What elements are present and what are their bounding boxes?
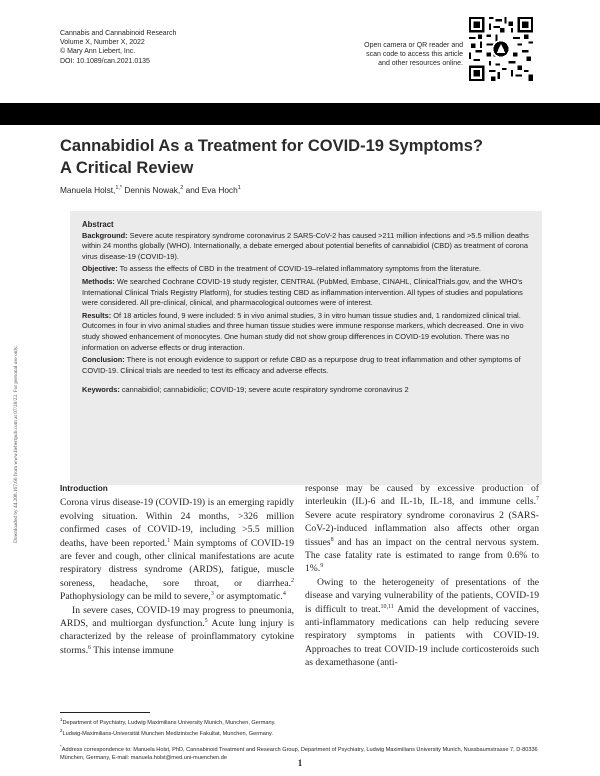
footnote-divider — [60, 712, 150, 713]
body-text: Corona virus disease-19 (COVID-19) is an emerging rapidly evolving situation. Within 24 months, >326 million confirmed cases of COVID-19, including >5.5 million deaths, have been reported. — [60, 497, 294, 549]
abstract-results — [82, 311, 534, 353]
author-affiliation: 1,* — [115, 185, 123, 192]
abstract-text: Severe acute respiratory syndrome coronavirus 2 SARS-CoV-2 has caused >211 million infections and >5.5 million deaths within 24 months globally (WHO). Internationally, a debate emerged about potential benefits of cannabidiol (CBD) as treatment of corona virus disease-19 (COVID-19). — [82, 230, 529, 261]
citation[interactable]: 7 — [536, 496, 539, 503]
abstract-text: Of 18 articles found, 9 were included: 5 in vivo animal studies, 3 in vitro human tissue studies and, 1 randomized clinical trial. Outcomes in four in vivo animal studies and three human tissue studies were immune response markers, which decreased. One in vivo study showed enhancement of monocytes. One human study did not show group differences in COVID-19 evolution. There was no information on adverse effects or drug interaction. — [82, 310, 524, 352]
abstract-objective — [82, 264, 534, 275]
body-text: Pathophysiology can be mild to severe, — [60, 591, 211, 603]
citation[interactable]: 5 — [204, 617, 208, 624]
footnote-text: Address correspondence to: Manuela Holst, PhD, Cannabinoid Treatment and Research Group, Department of Psychiatry, Ludwig Maximilians University Munich, Nussbaumstrasse 7, D-80336 München, Germany, E-mail: manuela.holst@med.uni-muenchen.de — [60, 746, 538, 761]
body-paragraph — [60, 496, 294, 603]
article-title — [60, 135, 540, 179]
abstract-box — [70, 211, 542, 485]
body-text: or asymptomatic. — [213, 591, 283, 603]
body-text: response may be caused by excessive production of interleukin (IL)-6 and IL-1b, IL-18, and immune cells. — [305, 483, 539, 508]
download-note-text: Downloaded by 44.208.167.66 from www.liebertpub.com at 07/28/22. For personal use only. — [13, 345, 19, 543]
body-text: Amid the development of vaccines, anti-inflammatory medications can help reducing severe respiratory symptoms in patients with COVID-19. Approaches to treat COVID-19 include corticosteroids such as dexamethasone (anti- — [305, 603, 539, 669]
keywords — [82, 385, 534, 396]
journal-meta — [60, 29, 176, 66]
citation[interactable]: 1 — [167, 537, 171, 544]
qr-note — [333, 41, 463, 69]
footnote-text: Department of Psychiatry, Ludwig Maximilians University Munich, Munchen, Germany. — [62, 719, 276, 726]
download-note — [6, 253, 19, 543]
header-bar — [0, 103, 600, 125]
journal-name: Cannabis and Cannabinoid Research — [60, 30, 177, 37]
footnote-marker: 1 — [60, 717, 63, 722]
section-heading: Introduction — [60, 484, 108, 493]
abstract-content — [82, 220, 534, 398]
abstract-label: Objective: — [82, 264, 118, 274]
author-name: Manuela Holst, — [60, 185, 116, 195]
abstract-text: There is not enough evidence to support or refute CBD as a repurpose drug to treat inflammation and other symptoms of COVID-19. Clinical trials are needed to test its efficacy and adverse effects. — [82, 355, 521, 375]
copyright-line: © Mary Ann Liebert, Inc. — [60, 48, 136, 56]
body-text: Main symptoms of COVID-19 are fever and cough, other clinical manifestations are acute respiratory distress syndrome (ARDS), fatigue, muscle soreness, headache, sore throat, or diarrhea. — [60, 537, 295, 589]
qr-note-line: and other resources online. — [378, 60, 463, 68]
footnote-marker: 2 — [60, 727, 63, 733]
author-affiliation: 1 — [237, 185, 241, 192]
body-text: and has an impact on the central nervous system. The case fatality rate is estimated to range from 0.6% to 1%. — [305, 536, 539, 575]
body-text: In severe cases, COVID-19 may progress to pneumonia, ARDS, and multiorgan dysfunction. — [60, 604, 294, 630]
author-name: and Eva Hoch — [185, 185, 238, 195]
body-column-right — [305, 482, 539, 670]
citation[interactable]: 9 — [320, 563, 324, 570]
footnote-text: Ludwig-Maximilians-Universität Munchen Medizinische Fakultat, Munchen, Germany. — [62, 730, 273, 737]
body-text: This intense immune — [91, 644, 174, 656]
keywords-label: Keywords: — [82, 385, 120, 395]
title-line: Cannabidiol As a Treatment for COVID-19 Symptoms? — [60, 137, 483, 155]
author-name: Dennis Nowak, — [124, 185, 181, 195]
abstract-text: We searched Cochrane COVID-19 study register, CENTRAL (PubMed, Embase, CINAHL, ClinicalTrials.gov, and the WHO's International Clinical Trials Registry Platform), for studies testing CBD as inflammation intervention. All types of studies and populations were considered. All pre-clinical, clinical, and pharmacological outcomes were of interest. — [82, 276, 523, 308]
footnote-affiliation — [60, 727, 540, 738]
body-text: Owing to the heterogeneity of presentations of the disease and varying vulnerability of the patients, COVID-19 is difficult to treat. — [305, 576, 539, 615]
citation[interactable]: 2 — [291, 577, 294, 584]
abstract-heading: Abstract — [82, 220, 114, 229]
footnote-affiliation — [60, 716, 540, 727]
volume-line: Volume X, Number X, 2022 — [60, 39, 145, 47]
body-column-left — [60, 482, 294, 657]
author-affiliation: 2 — [180, 185, 184, 192]
citation[interactable]: 6 — [88, 644, 91, 651]
abstract-label: Results: — [82, 310, 112, 320]
abstract-label: Conclusion: — [82, 355, 125, 365]
footnotes — [60, 716, 540, 762]
keywords-text: cannabidiol; cannabidiolic; COVID-19; severe acute respiratory syndrome coronavirus 2 — [121, 385, 409, 395]
abstract-label: Methods: — [82, 276, 115, 286]
footnote-marker: * — [60, 743, 62, 749]
qr-note-line: Open camera or QR reader and — [364, 42, 463, 49]
abstract-background — [82, 231, 534, 263]
abstract-text: To assess the effects of CBD in the treatment of COVID-19–related inflammatory symptoms from the literature. — [119, 264, 481, 274]
citation[interactable]: 4 — [282, 591, 286, 598]
citation[interactable]: 8 — [330, 536, 334, 543]
page-number: 1 — [297, 758, 303, 768]
author-list — [60, 185, 241, 195]
body-paragraph — [305, 482, 539, 576]
abstract-label: Background: — [82, 230, 128, 240]
citation[interactable]: 10,11 — [380, 603, 394, 610]
body-text: Severe acute respiratory syndrome coronavirus 2 (SARS-CoV-2)-induced inflammation also affects other organ tissues — [305, 509, 539, 548]
citation[interactable]: 3 — [210, 591, 214, 598]
abstract-conclusion — [82, 355, 534, 376]
qr-note-line: scan code to access this article — [366, 51, 463, 59]
doi-line: DOI: 10.1089/can.2021.0135 — [60, 57, 150, 65]
body-text: Acute lung injury is characterized by the release of proinflammatory cytokine storms. — [60, 618, 294, 656]
abstract-methods — [82, 277, 534, 309]
body-paragraph — [60, 604, 294, 658]
body-paragraph — [305, 576, 539, 670]
title-line: A Critical Review — [60, 159, 194, 177]
qr-code-icon[interactable] — [469, 17, 533, 81]
